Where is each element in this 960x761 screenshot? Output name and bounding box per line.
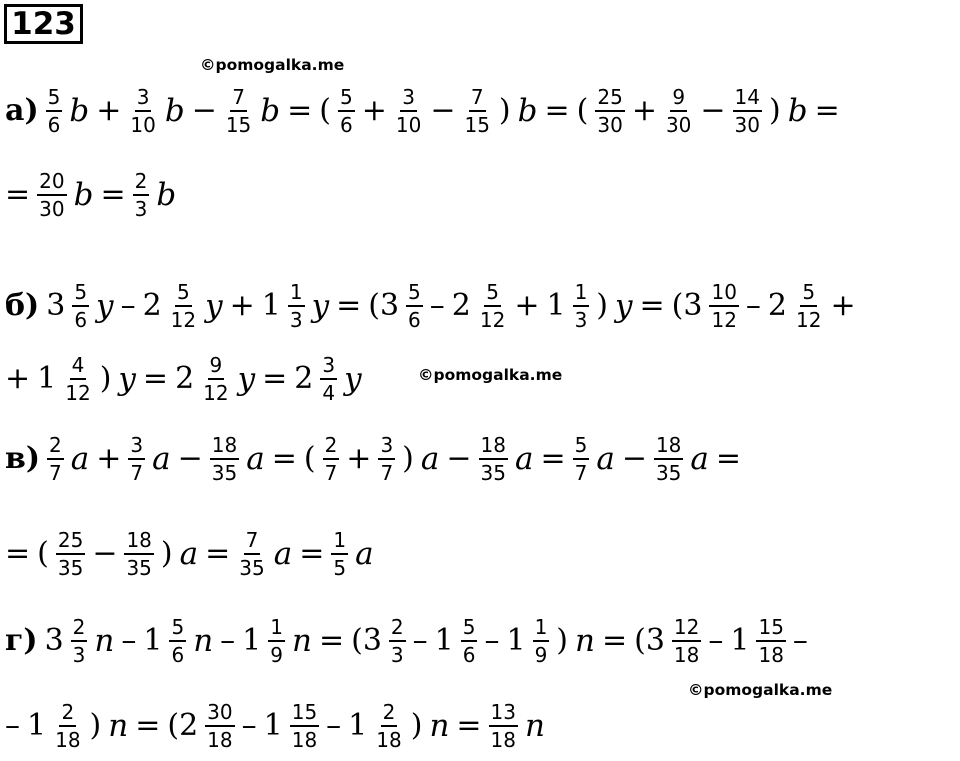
equation-line-v-1 (5, 428, 741, 490)
fraction-denominator: 5 (333, 556, 347, 580)
operator: − (430, 93, 456, 128)
fraction-denominator: 9 (534, 643, 548, 667)
fraction (462, 87, 491, 135)
operator: – (429, 288, 445, 323)
fraction-denominator: 18 (673, 643, 700, 667)
fraction-numerator: 2 (381, 702, 398, 727)
fraction-numerator: 18 (654, 435, 683, 460)
operator: ) (556, 623, 569, 658)
fraction-denominator: 6 (74, 308, 88, 332)
operator: (3 (368, 288, 400, 323)
variable: a (514, 440, 534, 477)
fraction-numerator: 5 (169, 617, 186, 642)
fraction-numerator: 2 (389, 617, 406, 642)
fraction-denominator: 4 (322, 381, 336, 405)
fraction (320, 355, 337, 403)
fraction (461, 617, 478, 665)
variable: b (517, 92, 538, 129)
operator: ) (99, 361, 112, 396)
operator: + (229, 288, 255, 323)
whole-number: 1 (143, 623, 163, 658)
operator: = (639, 288, 665, 323)
operator: = (135, 708, 161, 743)
variable: a (596, 440, 615, 477)
operator: – (5, 708, 20, 743)
variable: n (575, 622, 595, 659)
operator: = (100, 177, 126, 212)
operator: – (121, 623, 137, 658)
whole-number: 3 (46, 288, 66, 323)
fraction-numerator: 2 (133, 171, 150, 196)
fraction-numerator: 2 (71, 617, 88, 642)
equation-line-g-1 (5, 610, 808, 672)
operator: = (336, 288, 362, 323)
operator: + (96, 93, 122, 128)
fraction-numerator: 5 (484, 282, 501, 307)
fraction-numerator: 3 (320, 355, 337, 380)
fraction-denominator: 6 (171, 643, 185, 667)
fraction (733, 87, 762, 135)
fraction-numerator: 13 (489, 702, 518, 727)
fraction-denominator: 35 (655, 461, 682, 485)
fraction-denominator: 35 (211, 461, 238, 485)
fraction (37, 171, 66, 219)
fraction (654, 435, 683, 483)
fraction (46, 87, 63, 135)
fraction (664, 87, 693, 135)
operator: ) (596, 288, 609, 323)
operator: + (346, 441, 372, 476)
fraction (489, 702, 518, 750)
operator: = (715, 441, 742, 476)
operator: = (262, 361, 288, 396)
fraction-numerator: 2 (59, 702, 76, 727)
fraction-numerator: 1 (331, 530, 348, 555)
part-label: а) (5, 93, 39, 128)
fraction-denominator: 18 (758, 643, 784, 667)
variable: n (525, 707, 545, 744)
fraction-numerator: 20 (37, 171, 66, 196)
operator: (3 (351, 623, 382, 658)
whole-number: 1 (506, 623, 526, 658)
operator: – (326, 708, 342, 743)
task-number: 123 (11, 5, 76, 42)
fraction-numerator: 3 (378, 435, 395, 460)
fraction (290, 702, 319, 750)
fraction-numerator: 15 (290, 702, 319, 727)
operator: ( (303, 441, 316, 476)
variable: a (690, 440, 709, 477)
part-label: г) (5, 623, 38, 658)
fraction (406, 282, 423, 330)
fraction-denominator: 15 (225, 113, 252, 137)
operator: − (191, 93, 217, 128)
variable: b (260, 92, 281, 129)
fraction-denominator: 18 (291, 728, 318, 752)
whole-number: 1 (242, 623, 262, 658)
fraction-numerator: 5 (461, 617, 478, 642)
variable: b (73, 176, 94, 213)
equation-line-a-1 (5, 80, 840, 142)
whole-number: 2 (142, 288, 162, 323)
variable: n (108, 707, 129, 744)
fraction-denominator: 18 (490, 728, 516, 752)
variable: n (94, 622, 115, 659)
fraction (288, 282, 305, 330)
fraction-denominator: 35 (239, 556, 265, 580)
operator: ) (769, 93, 781, 128)
fraction-denominator: 18 (376, 728, 402, 752)
operator: – (241, 708, 257, 743)
operator: + (514, 288, 540, 323)
fraction-denominator: 35 (126, 556, 152, 580)
whole-number: 1 (27, 708, 47, 743)
variable: y (344, 360, 362, 397)
variable: y (205, 287, 223, 324)
fraction-numerator: 14 (733, 87, 762, 112)
fraction (124, 530, 153, 578)
fraction-numerator: 2 (47, 435, 64, 460)
operator: + (5, 361, 31, 396)
fraction (394, 87, 423, 135)
fraction (595, 87, 624, 135)
fraction-numerator: 7 (244, 530, 261, 555)
whole-number: 1 (434, 623, 454, 658)
fraction (237, 530, 266, 578)
operator: = (544, 93, 570, 128)
fraction (331, 530, 348, 578)
fraction-denominator: 30 (665, 113, 692, 137)
watermark: ©pomogalka.me (418, 366, 563, 384)
fraction (71, 617, 88, 665)
fraction (756, 617, 785, 665)
operator: − (621, 441, 647, 476)
fraction (128, 435, 145, 483)
fraction-denominator: 7 (49, 461, 62, 485)
fraction-numerator: 10 (709, 282, 738, 307)
variable: y (237, 360, 256, 397)
operator: – (120, 288, 136, 323)
fraction-denominator: 30 (734, 113, 760, 137)
operator: – (220, 623, 236, 658)
fraction-denominator: 3 (390, 643, 404, 667)
fraction-denominator: 18 (55, 728, 81, 752)
fraction (201, 355, 230, 403)
variable: n (193, 622, 214, 659)
variable: b (156, 176, 177, 213)
operator: = (456, 708, 482, 743)
equation-line-a-2 (5, 164, 176, 226)
operator: ( (576, 93, 589, 128)
fraction-denominator: 3 (72, 643, 86, 667)
operator: ) (402, 441, 414, 476)
operator: = (601, 623, 628, 658)
operator: − (446, 441, 472, 476)
fraction (389, 617, 406, 665)
variable: y (615, 287, 633, 324)
operator: = (287, 93, 313, 128)
variable: a (179, 535, 199, 572)
operator: = (5, 536, 31, 571)
fraction-numerator: 5 (46, 87, 63, 112)
fraction-denominator: 10 (130, 113, 156, 137)
fraction-numerator: 18 (124, 530, 153, 555)
operator: (2 (167, 708, 199, 743)
operator: (3 (671, 288, 703, 323)
operator: − (177, 441, 203, 476)
whole-number: 1 (263, 708, 283, 743)
fraction-numerator: 5 (406, 282, 423, 307)
operator: = (5, 177, 31, 212)
variable: b (69, 92, 90, 129)
fraction-denominator: 3 (289, 308, 303, 332)
variable: a (70, 440, 90, 477)
operator: − (92, 536, 118, 571)
fraction-denominator: 15 (464, 113, 490, 137)
whole-number: 1 (261, 288, 281, 323)
operator: (3 (634, 623, 665, 658)
operator: = (540, 441, 566, 476)
fraction-denominator: 30 (39, 197, 65, 221)
fraction-numerator: 9 (670, 87, 687, 112)
fraction (63, 355, 92, 403)
fraction-denominator: 12 (65, 381, 91, 405)
fraction-numerator: 1 (573, 282, 590, 307)
fraction (72, 282, 89, 330)
whole-number: 2 (175, 361, 195, 396)
operator: + (830, 288, 856, 323)
operator: + (361, 93, 387, 128)
variable: n (292, 622, 312, 659)
operator: ( (37, 536, 49, 571)
fraction-numerator: 5 (800, 282, 817, 307)
fraction (169, 282, 198, 330)
fraction-numerator: 25 (56, 530, 85, 555)
operator: = (299, 536, 325, 571)
fraction-denominator: 7 (130, 461, 144, 485)
whole-number: 2 (294, 361, 314, 396)
fraction (133, 171, 150, 219)
fraction (374, 702, 403, 750)
fraction-numerator: 4 (70, 355, 87, 380)
fraction (47, 435, 64, 483)
fraction (205, 702, 234, 750)
fraction (479, 435, 508, 483)
fraction-numerator: 30 (205, 702, 234, 727)
operator: = (814, 93, 840, 128)
fraction-numerator: 5 (338, 87, 355, 112)
fraction-denominator: 35 (57, 556, 84, 580)
fraction-denominator: 12 (170, 308, 197, 332)
fraction (53, 702, 82, 750)
equation-line-v-2 (5, 523, 374, 585)
whole-number: 1 (546, 288, 566, 323)
fraction-numerator: 5 (175, 282, 192, 307)
fraction-numerator: 5 (72, 282, 89, 307)
fraction (323, 435, 340, 483)
equation-line-b-2 (5, 348, 362, 410)
variable: n (429, 707, 450, 744)
fraction-denominator: 12 (796, 308, 822, 332)
fraction-numerator: 12 (672, 617, 701, 642)
variable: a (273, 535, 293, 572)
variable: b (787, 92, 808, 129)
fraction-denominator: 10 (395, 113, 422, 137)
whole-number: 1 (37, 361, 57, 396)
whole-number: 1 (348, 708, 368, 743)
whole-number: 2 (767, 288, 788, 323)
fraction-numerator: 5 (573, 435, 590, 460)
fraction (210, 435, 239, 483)
fraction-numerator: 1 (268, 617, 285, 642)
fraction-numerator: 9 (208, 355, 225, 380)
whole-number: 1 (730, 623, 750, 658)
equation-line-g-2 (5, 695, 545, 757)
fraction (224, 87, 253, 135)
operator: – (412, 623, 428, 658)
fraction-numerator: 18 (210, 435, 239, 460)
operator: ) (160, 536, 173, 571)
operator: + (96, 441, 122, 476)
fraction-numerator: 1 (533, 617, 550, 642)
fraction-denominator: 12 (479, 308, 506, 332)
operator: ) (89, 708, 102, 743)
fraction-denominator: 35 (480, 461, 506, 485)
fraction-denominator: 7 (574, 461, 588, 485)
fraction-denominator: 6 (340, 113, 353, 137)
fraction (128, 87, 157, 135)
operator: = (318, 623, 345, 658)
operator: − (700, 93, 726, 128)
watermark: ©pomogalka.me (688, 681, 833, 699)
fraction (338, 87, 355, 135)
fraction (573, 282, 590, 330)
fraction-denominator: 12 (203, 381, 229, 405)
fraction-denominator: 3 (574, 308, 588, 332)
fraction-denominator: 6 (47, 113, 61, 137)
fraction-numerator: 3 (400, 87, 417, 112)
whole-number: 2 (451, 288, 471, 323)
fraction (794, 282, 823, 330)
part-label: в) (5, 441, 41, 476)
equation-line-b-1 (5, 275, 856, 337)
fraction (56, 530, 85, 578)
fraction-denominator: 12 (711, 308, 737, 332)
part-label: б) (5, 288, 40, 323)
fraction-denominator: 6 (408, 308, 421, 332)
fraction-denominator: 7 (380, 461, 394, 485)
fraction-denominator: 30 (597, 113, 623, 137)
operator: = (271, 441, 297, 476)
fraction-numerator: 1 (288, 282, 305, 307)
variable: a (246, 440, 265, 477)
variable: y (96, 287, 114, 324)
fraction-numerator: 2 (323, 435, 340, 460)
variable: a (355, 535, 374, 572)
whole-number: 3 (44, 623, 64, 658)
operator: – (484, 623, 500, 658)
fraction-denominator: 18 (207, 728, 233, 752)
fraction-numerator: 18 (479, 435, 508, 460)
fraction-numerator: 7 (469, 87, 486, 112)
fraction (378, 435, 395, 483)
fraction (533, 617, 550, 665)
operator: = (205, 536, 231, 571)
variable: y (311, 287, 330, 324)
variable: b (164, 92, 185, 129)
fraction-denominator: 7 (324, 461, 338, 485)
fraction-denominator: 9 (270, 643, 283, 667)
fraction (268, 617, 285, 665)
operator: – (708, 623, 724, 658)
fraction (478, 282, 507, 330)
operator: – (792, 623, 808, 658)
fraction-numerator: 7 (230, 87, 247, 112)
task-number-box (4, 4, 83, 44)
fraction-numerator: 3 (128, 435, 145, 460)
operator: + (631, 93, 657, 128)
variable: a (420, 440, 440, 477)
fraction-numerator: 3 (135, 87, 152, 112)
fraction (573, 435, 590, 483)
fraction-denominator: 3 (134, 197, 148, 221)
fraction (169, 617, 186, 665)
operator: ) (410, 708, 423, 743)
fraction (709, 282, 738, 330)
fraction (672, 617, 701, 665)
operator: ) (498, 93, 511, 128)
fraction-numerator: 15 (756, 617, 785, 642)
variable: a (152, 440, 171, 477)
variable: y (118, 360, 136, 397)
fraction-numerator: 25 (595, 87, 624, 112)
watermark: ©pomogalka.me (200, 56, 345, 74)
operator: – (745, 288, 761, 323)
operator: ( (319, 93, 331, 128)
operator: = (142, 361, 169, 396)
fraction-denominator: 6 (462, 643, 476, 667)
